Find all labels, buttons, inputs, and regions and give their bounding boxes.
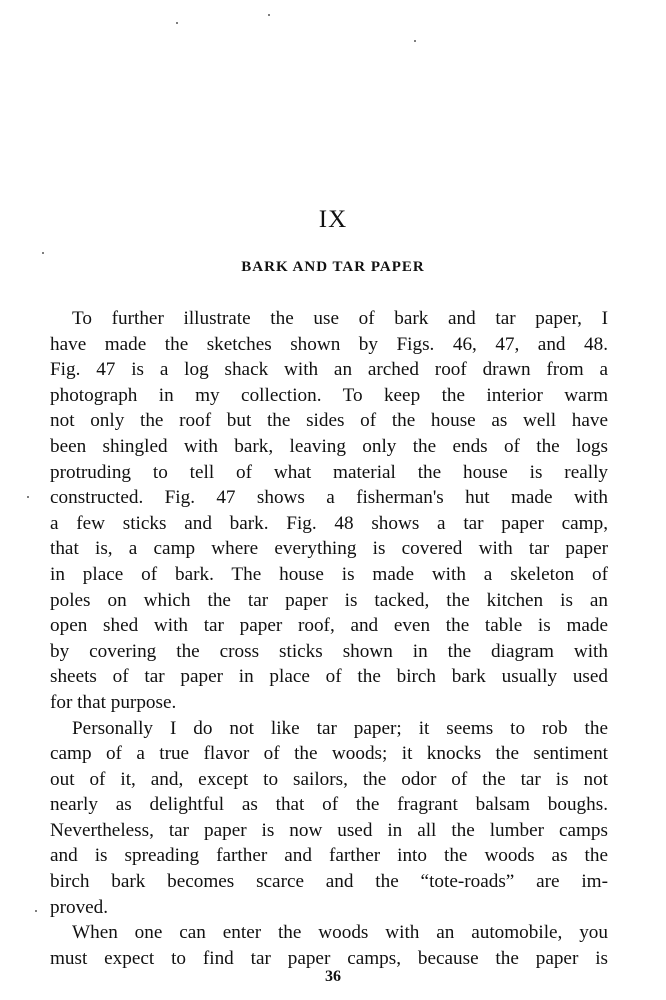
text-line: a few sticks and bark. Fig. 48 shows a tar paper camp, [50, 512, 608, 534]
text-line: must expect to find tar paper camps, because the paper is [50, 947, 608, 969]
print-speck [176, 22, 178, 24]
print-speck [35, 910, 37, 912]
print-speck [268, 14, 270, 16]
print-speck [27, 496, 29, 498]
text-line: nearly as delightful as that of the fragrant balsam boughs. [50, 794, 608, 816]
text-line: open shed with tar paper roof, and even the table is made [50, 615, 608, 637]
text-line: proved. [50, 896, 109, 918]
text-line: Fig. 47 is a log shack with an arched roof drawn from a [50, 359, 608, 381]
text-line: poles on which the tar paper is tacked, the kitchen is an [50, 589, 608, 611]
chapter-number: IX [318, 206, 348, 233]
text-line: that is, a camp where everything is covered with tar paper [50, 538, 608, 560]
text-line: Nevertheless, tar paper is now used in all the lumber camps [50, 819, 608, 841]
text-line: and is spreading farther and farther into the woods as the [50, 845, 608, 867]
text-line: camp of a true flavor of the woods; it knocks the sentiment [50, 743, 608, 765]
page-number: 36 [325, 968, 341, 985]
chapter-title: BARK AND TAR PAPER [241, 259, 425, 275]
print-speck [42, 252, 44, 254]
text-line: out of it, and, except to sailors, the odor of the tar is not [50, 768, 608, 790]
text-line: Personally I do not like tar paper; it seems to rob the [72, 717, 608, 739]
text-line: When one can enter the woods with an automobile, you [72, 922, 608, 944]
text-line: been shingled with bark, leaving only the ends of the logs [50, 435, 608, 457]
text-line: not only the roof but the sides of the house as well have [50, 410, 608, 432]
text-line: birch bark becomes scarce and the “tote-roads” are im- [50, 871, 608, 893]
text-line: protruding to tell of what material the house is really [50, 461, 608, 483]
text-line: To further illustrate the use of bark and tar paper, I [72, 308, 608, 329]
body-text [50, 306, 608, 971]
text-line: have made the sketches shown by Figs. 46, 47, and 48. [50, 333, 608, 355]
text-line: photograph in my collection. To keep the interior warm [50, 384, 608, 406]
text-line: in place of bark. The house is made with a skeleton of [50, 563, 608, 585]
text-line: by covering the cross sticks shown in the diagram with [50, 640, 608, 662]
text-line: constructed. Fig. 47 shows a fisherman's hut made with [50, 487, 608, 509]
print-speck [414, 40, 416, 42]
text-line: sheets of tar paper in place of the birch bark usually used [50, 666, 608, 688]
text-line: for that purpose. [50, 691, 177, 713]
